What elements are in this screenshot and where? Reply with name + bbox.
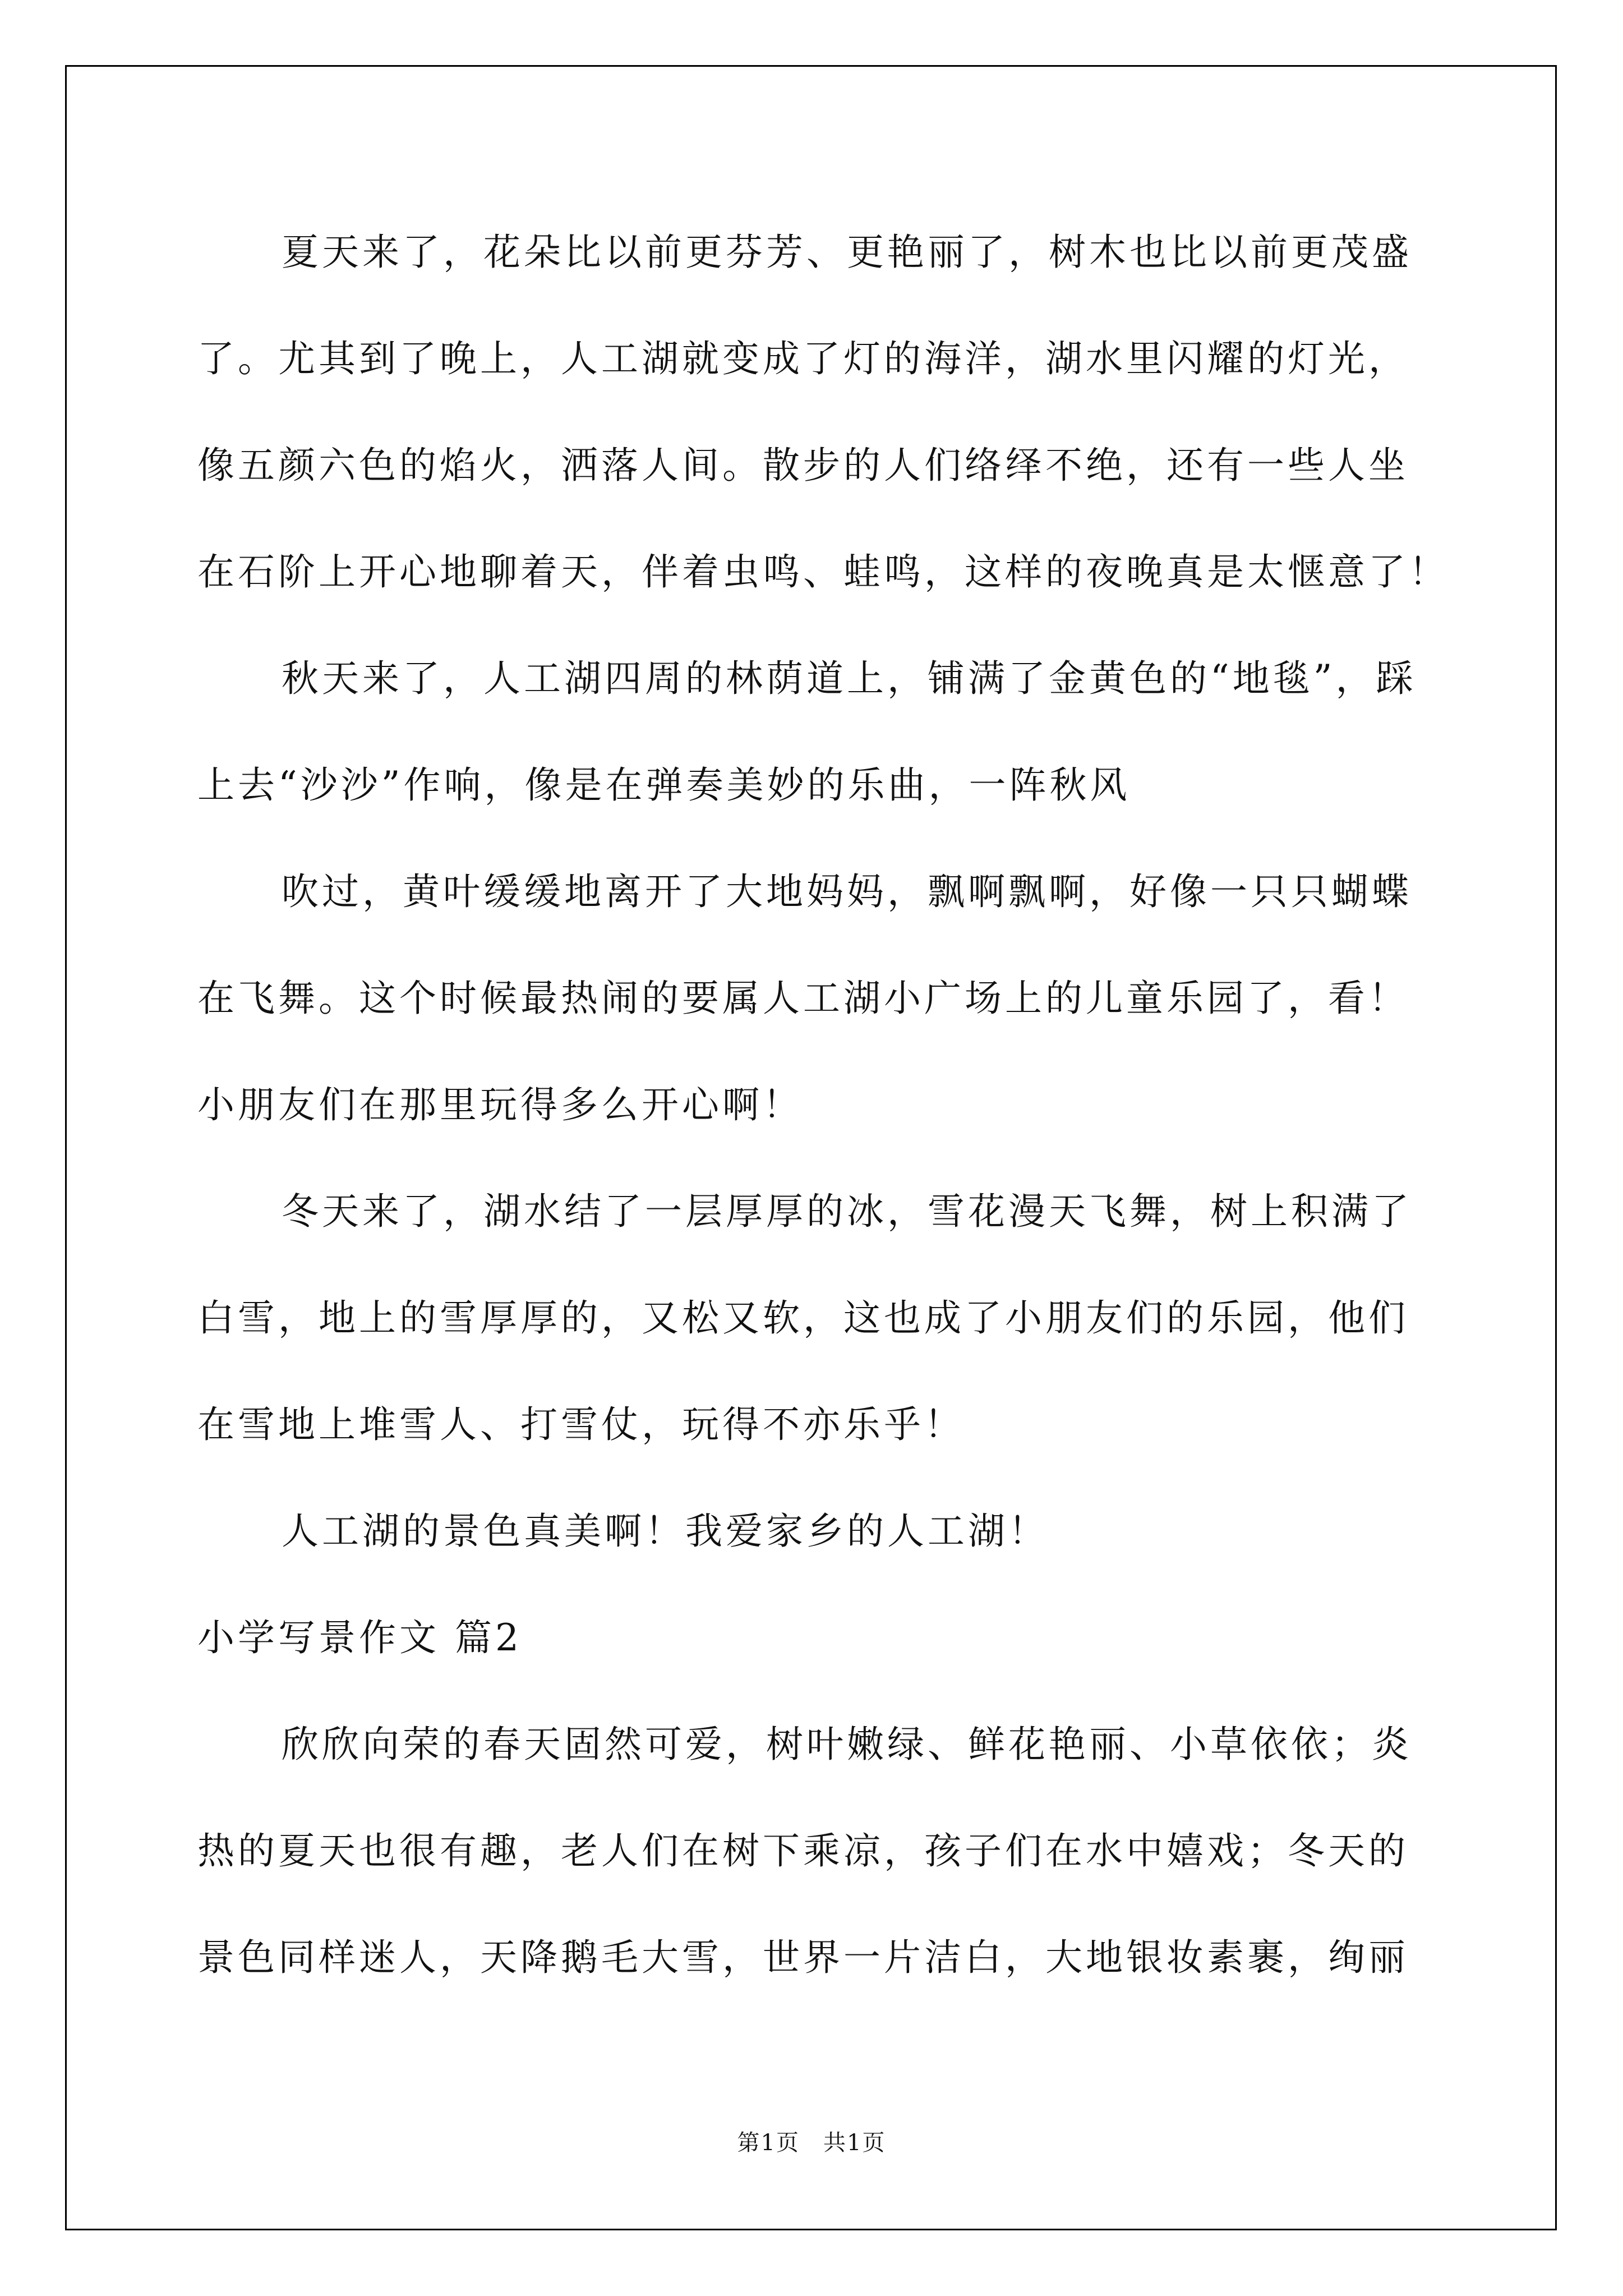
paragraph-essay2-line-3: 景色同样迷人，天降鹅毛大雪，世界一片洁白，大地银妆素裹，绚丽 xyxy=(197,1936,1409,1979)
paragraph-summer-line-1: 夏天来了，花朵比以前更芬芳、更艳丽了，树木也比以前更茂盛 xyxy=(282,231,1412,274)
paragraph-winter-line-2: 白雪，地上的雪厚厚的，又松又软，这也成了小朋友们的乐园，他们 xyxy=(197,1296,1409,1340)
section-heading: 小学写景作文 篇2 xyxy=(197,1616,522,1659)
paragraph-essay2-line-2: 热的夏天也很有趣，老人们在树下乘凉，孩子们在水中嬉戏；冬天的 xyxy=(197,1829,1409,1872)
paragraph-leaves-line-3: 小朋友们在那里玩得多么开心啊！ xyxy=(197,1083,803,1126)
paragraph-autumn-line-2: 上去“沙沙”作响，像是在弹奏美妙的乐曲，一阵秋风 xyxy=(197,763,1131,807)
paragraph-winter-line-3: 在雪地上堆雪人、打雪仗，玩得不亦乐乎！ xyxy=(197,1403,965,1446)
paragraph-summer-line-3: 像五颜六色的焰火，洒落人间。散步的人们络绎不绝，还有一些人坐 xyxy=(197,444,1409,487)
paragraph-leaves-line-2: 在飞舞。这个时候最热闹的要属人工湖小广场上的儿童乐园了，看！ xyxy=(197,977,1409,1020)
paragraph-summer-line-2: 了。尤其到了晚上，人工湖就变成了灯的海洋，湖水里闪耀的灯光， xyxy=(197,337,1409,380)
paragraph-leaves-line-1: 吹过，黄叶缓缓地离开了大地妈妈，飘啊飘啊，好像一只只蝴蝶 xyxy=(282,870,1412,913)
paragraph-essay2-line-1: 欣欣向荣的春天固然可爱，树叶嫩绿、鲜花艳丽、小草依依；炎 xyxy=(282,1723,1412,1766)
paragraph-conclusion: 人工湖的景色真美啊！我爱家乡的人工湖！ xyxy=(282,1510,1049,1553)
page-footer: 第1页 共1页 xyxy=(737,2130,886,2156)
paragraph-winter-line-1: 冬天来了，湖水结了一层厚厚的冰，雪花漫天飞舞，树上积满了 xyxy=(282,1190,1412,1233)
paragraph-summer-line-4: 在石阶上开心地聊着天，伴着虫鸣、蛙鸣，这样的夜晚真是太惬意了！ xyxy=(197,550,1449,593)
paragraph-autumn-line-1: 秋天来了，人工湖四周的林荫道上，铺满了金黄色的“地毯”，踩 xyxy=(282,657,1417,700)
